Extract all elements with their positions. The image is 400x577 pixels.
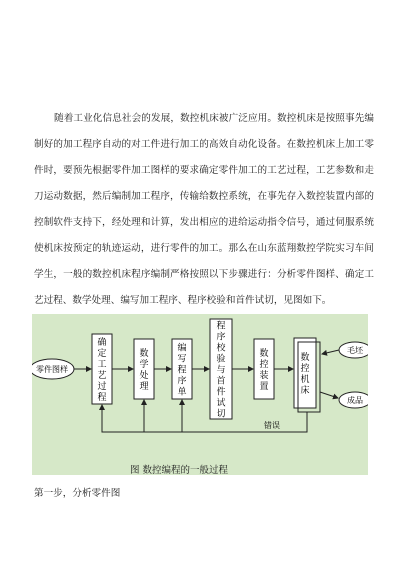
- label-char: 试: [216, 398, 226, 409]
- label-char: 过: [97, 381, 107, 392]
- flow-diagram: [32, 314, 368, 475]
- label-char: 写: [177, 354, 187, 365]
- verify-label: [216, 320, 226, 419]
- figure-caption: 图 数控编程的一般过程: [130, 465, 229, 476]
- label-char: 验: [216, 354, 226, 365]
- label-char: 程: [177, 365, 187, 376]
- label-char: 床: [300, 385, 310, 396]
- program-label: [177, 341, 186, 397]
- label-char: 程: [216, 321, 226, 332]
- paragraph-text: 随着工业化信息社会的发展，数控机床被广泛应用。数控机床是按照事先编制好的加工程序自动的对工件进行加工的高效自动化设备。在数控机床上加工零件时，要预先根据零件加工图样的要求确定零件加工的工艺过程，工艺参数和走刀运动数据，然后编制加工程序，传输给数控系统，在事先存入数控装置内部的控制软件支持下，经处理和计算，发出相应的进给运动指令信号，通过伺服系统使机床按预定的轨迹运动，进行零件的加工。那么在山东蓝翔数控学院实习车间学生，一般的数控机床程序编制严格按照以下步骤进行：分析零件图样、确定工艺过程、数学处理、编写加工程序、程序校验和首件试切，见图如下。: [34, 113, 374, 306]
- machine-label: [300, 351, 309, 396]
- label-char: 控: [300, 363, 310, 374]
- label-char: 程: [97, 392, 107, 403]
- label-char: 学: [139, 359, 149, 370]
- label-char: 单: [177, 387, 187, 398]
- label-char: 与: [216, 365, 226, 376]
- programming-flow-figure: [32, 314, 368, 475]
- label-char: 工: [97, 359, 107, 370]
- math-label: [139, 347, 148, 392]
- label-char: 确: [97, 337, 107, 348]
- body-paragraph: [34, 106, 374, 314]
- label-char: 数: [259, 348, 269, 359]
- label-char: 机: [300, 374, 310, 385]
- label-char: 理: [139, 381, 149, 392]
- arrow-machine-to-product: [320, 392, 338, 398]
- label-char: 序: [177, 376, 187, 387]
- blank-label: 毛坯: [347, 346, 363, 355]
- label-char: 定: [97, 348, 107, 359]
- label-char: 控: [259, 359, 269, 370]
- nc-device-label: [259, 347, 268, 392]
- process-label: [97, 336, 106, 403]
- label-char: 序: [216, 332, 226, 343]
- label-char: 置: [259, 381, 269, 392]
- label-char: 艺: [97, 370, 107, 381]
- product-label: 成品: [347, 396, 363, 405]
- label-char: 编: [177, 343, 187, 354]
- step-heading: 第一步，分析零件图: [34, 488, 121, 499]
- error-label: 错误: [264, 421, 280, 430]
- label-char: 装: [259, 370, 269, 381]
- label-char: 数: [139, 348, 149, 359]
- arrow-blank-to-machine: [322, 350, 339, 354]
- label-char: 数: [300, 352, 310, 363]
- label-char: 校: [216, 343, 226, 354]
- part-drawing-label: 零件图样: [36, 365, 68, 374]
- label-char: 首: [216, 376, 226, 387]
- label-char: 处: [139, 370, 149, 381]
- label-char: 切: [216, 409, 226, 420]
- label-char: 件: [216, 387, 226, 398]
